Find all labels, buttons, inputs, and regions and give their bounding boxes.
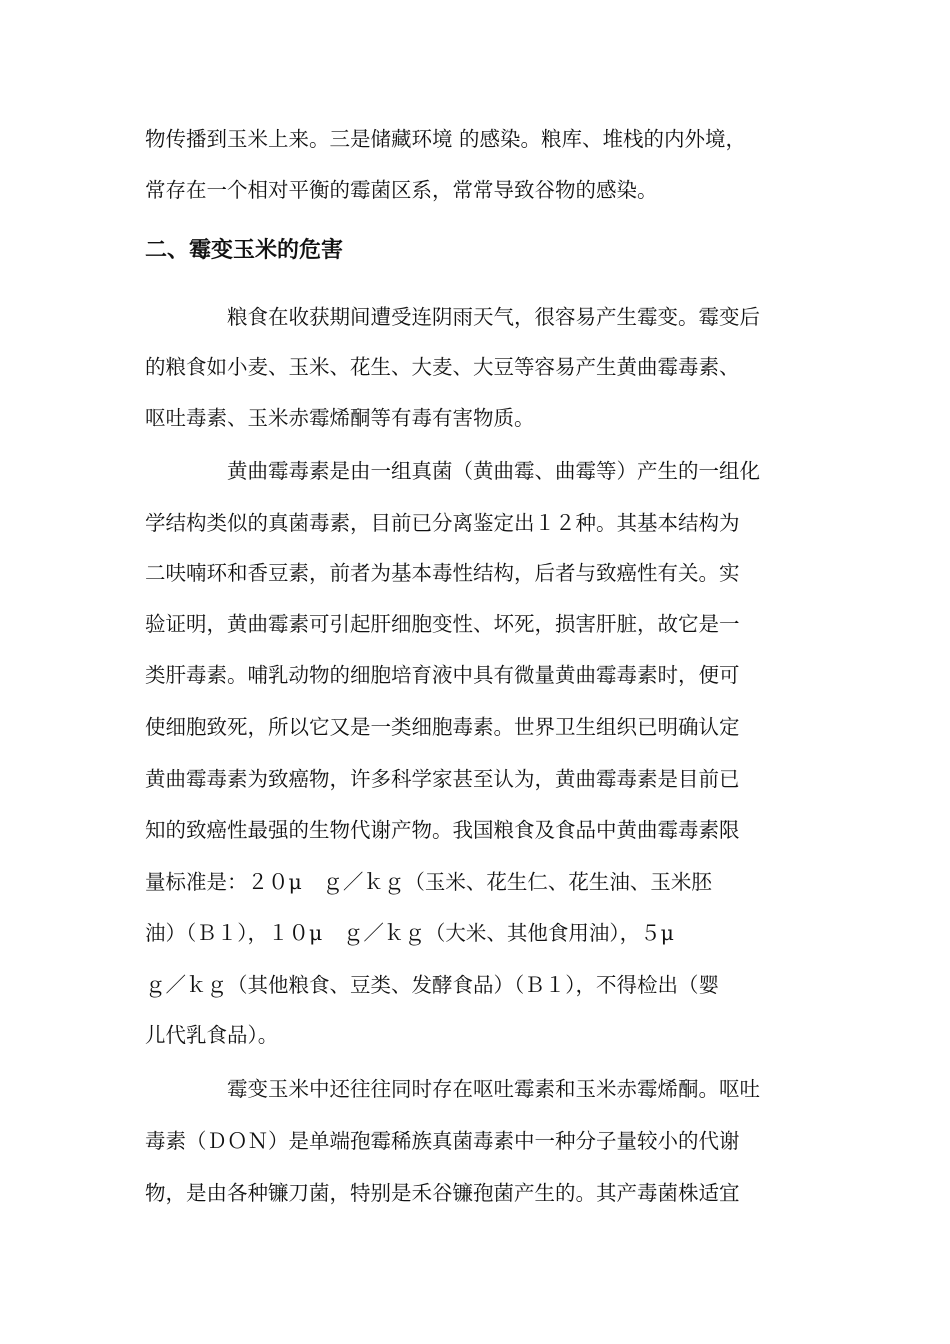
paragraph-line: 学结构类似的真菌毒素，目前已分离鉴定出１２种。其基本结构为 bbox=[145, 511, 740, 535]
section-heading: 二、霉变玉米的危害 bbox=[145, 238, 344, 263]
intro-line: 物传播到玉米上来。三是储藏环境 的感染。粮库、堆栈的内外境， bbox=[145, 127, 747, 151]
paragraph-line: 黄曲霉毒素为致癌物，许多科学家甚至认为，黄曲霉毒素是目前已 bbox=[145, 767, 740, 791]
paragraph-line: 验证明，黄曲霉素可引起肝细胞变性、坏死，损害肝脏，故它是一 bbox=[145, 612, 740, 636]
paragraph-line: 物，是由各种镰刀菌，特别是禾谷镰孢菌产生的。其产毒菌株适宜 bbox=[145, 1181, 740, 1205]
paragraph-line: 类肝毒素。哺乳动物的细胞培育液中具有微量黄曲霉毒素时，便可 bbox=[145, 663, 740, 687]
paragraph-line: 呕吐毒素、玉米赤霉烯酮等有毒有害物质。 bbox=[145, 406, 535, 430]
paragraph-line: 霉变玉米中还往往同时存在呕吐霉素和玉米赤霉烯酮。呕吐 bbox=[145, 1077, 760, 1101]
intro-line: 常存在一个相对平衡的霉菌区系，常常导致谷物的感染。 bbox=[145, 178, 658, 202]
paragraph-line: ｇ／ｋｇ（其他粮食、豆类、发酵食品）（Ｂ１），不得检出（婴 bbox=[145, 973, 719, 997]
paragraph-line: 使细胞致死，所以它又是一类细胞毒素。世界卫生组织已明确认定 bbox=[145, 715, 740, 739]
paragraph-line: 黄曲霉毒素是由一组真菌（黄曲霉、曲霉等）产生的一组化 bbox=[145, 459, 760, 483]
paragraph-line: 油）（Ｂ１），１０μ ｇ／ｋｇ（大米、其他食用油），５μ bbox=[145, 921, 674, 945]
paragraph-line: 知的致癌性最强的生物代谢产物。我国粮食及食品中黄曲霉毒素限 bbox=[145, 818, 740, 842]
paragraph-line: 粮食在收获期间遭受连阴雨天气，很容易产生霉变。霉变后 bbox=[145, 305, 760, 329]
paragraph-line: 儿代乳食品）。 bbox=[145, 1023, 279, 1047]
paragraph-line: 毒素（ＤＯＮ）是单端孢霉稀族真菌毒素中一种分子量较小的代谢 bbox=[145, 1129, 740, 1153]
paragraph-line: 的粮食如小麦、玉米、花生、大麦、大豆等容易产生黄曲霉毒素、 bbox=[145, 355, 740, 379]
paragraph-line: 量标准是：２０μ ｇ／ｋｇ（玉米、花生仁、花生油、玉米胚 bbox=[145, 870, 712, 894]
paragraph-line: 二呋喃环和香豆素，前者为基本毒性结构，后者与致癌性有关。实 bbox=[145, 561, 740, 585]
